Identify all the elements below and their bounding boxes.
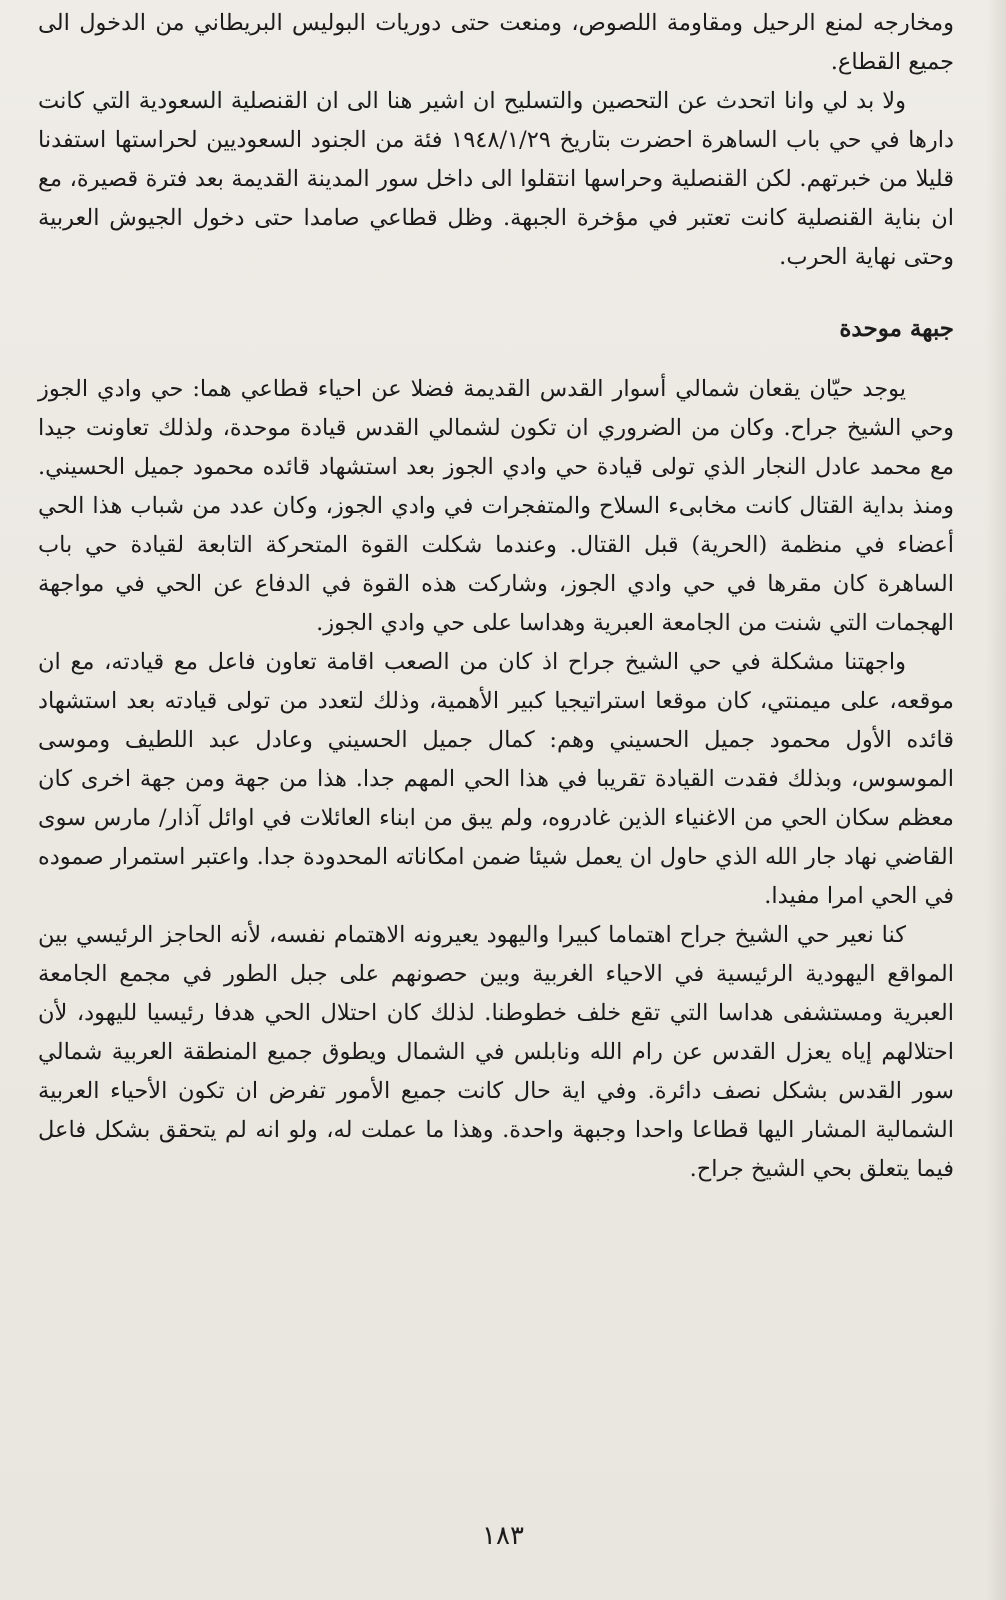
page-edge-shadow xyxy=(986,0,1006,1600)
page-number: ١٨٣ xyxy=(482,1521,524,1551)
paragraph-top-2: ولا بد لي وانا اتحدث عن التحصين والتسليح ان اشير هنا الى ان القنصلية السعودية التي كانت دارها في حي باب الساهرة احضرت بتاريخ ١٩٤٨/١/٢٩ فئة من الجنود السعوديين لحراستها استفدنا قليلا من خبرتهم. لكن القنصلية وحراسها انتقلوا الى داخل سور المدينة القديمة بعد فترة قصيرة، مع ان بناية القنصلية كانت تعتبر في مؤخرة الجبهة. وظل قطاعي صامدا حتى دخول الجيوش العربية وحتى نهاية الحرب. xyxy=(38,88,954,270)
section-heading: جبهة موحدة xyxy=(839,315,954,342)
paragraph-3: كنا نعير حي الشيخ جراح اهتماما كبيرا واليهود يعيرونه الاهتمام نفسه، لأنه الحاجز الرئيسي بين المواقع اليهودية الرئيسية في الاحياء الغربية وبين حصونهم على جبل الطور في مجمع الجامعة العبرية ومستشفى هداسا التي تقع خلف خطوطنا. لذلك كان احتلال الحي هدفا رئيسيا لليهود، لأن احتلالهم إياه يعزل القدس عن رام الله ونابلس في الشمال ويطوق جميع المنطقة العربية شمالي سور القدس بشكل نصف دائرة. وفي اية حال كانت جميع الأمور تفرض ان تكون الأحياء العربية الشمالية المشار اليها قطاعا واحدا وجبهة واحدة. وهذا ما عملت له، ولو انه لم يتحقق بشكل فاعل فيما يتعلق بحي الشيخ جراح. xyxy=(38,922,954,1182)
paragraph-top-1: ومخارجه لمنع الرحيل ومقاومة اللصوص، ومنعت حتى دوريات البوليس البريطاني من الدخول الى جميع القطاع. xyxy=(38,10,954,75)
paragraph-1: يوجد حيّان يقعان شمالي أسوار القدس القديمة فضلا عن احياء قطاعي هما: حي وادي الجوز وحي الشيخ جراح. وكان من الضروري ان تكون لشمالي القدس قيادة موحدة، ولذلك تعاونت جيدا مع محمد عادل النجار الذي تولى قيادة حي وادي الجوز بعد استشهاد قائده محمود جميل الحسيني. ومنذ بداية القتال كانت مخابىء السلاح والمتفجرات في وادي الجوز، وكان عدد من شباب هذا الحي أعضاء في منظمة (الحرية) قبل القتال. وعندما شكلت القوة المتحركة التابعة لقيادة حي باب الساهرة كان مقرها في حي وادي الجوز، وشاركت هذه القوة في الدفاع عن الحي في مواجهة الهجمات التي شنت من الجامعة العبرية وهداسا على حي وادي الجوز. xyxy=(38,376,954,636)
paragraph-2: واجهتنا مشكلة في حي الشيخ جراح اذ كان من الصعب اقامة تعاون فاعل مع قيادته، مع ان موقعه، على ميمنتي، كان موقعا استراتيجيا كبير الأهمية، وذلك لتعدد من تولى قيادته بعد استشهاد قائده الأول محمود جميل الحسيني وهم: كمال جميل الحسيني وعادل عبد اللطيف وموسى الموسوس، وبذلك فقدت القيادة تقريبا في هذا الحي المهم جدا. هذا من جهة ومن جهة اخرى كان معظم سكان الحي من الاغنياء الذين غادروه، ولم يبق من ابناء العائلات في اوائل آذار/ مارس سوى القاضي نهاد جار الله الذي حاول ان يعمل شيئا ضمن امكاناته المحدودة جدا. واعتبر استمرار صموده في الحي امرا مفيدا. xyxy=(38,649,954,909)
page-body xyxy=(38,4,954,1189)
